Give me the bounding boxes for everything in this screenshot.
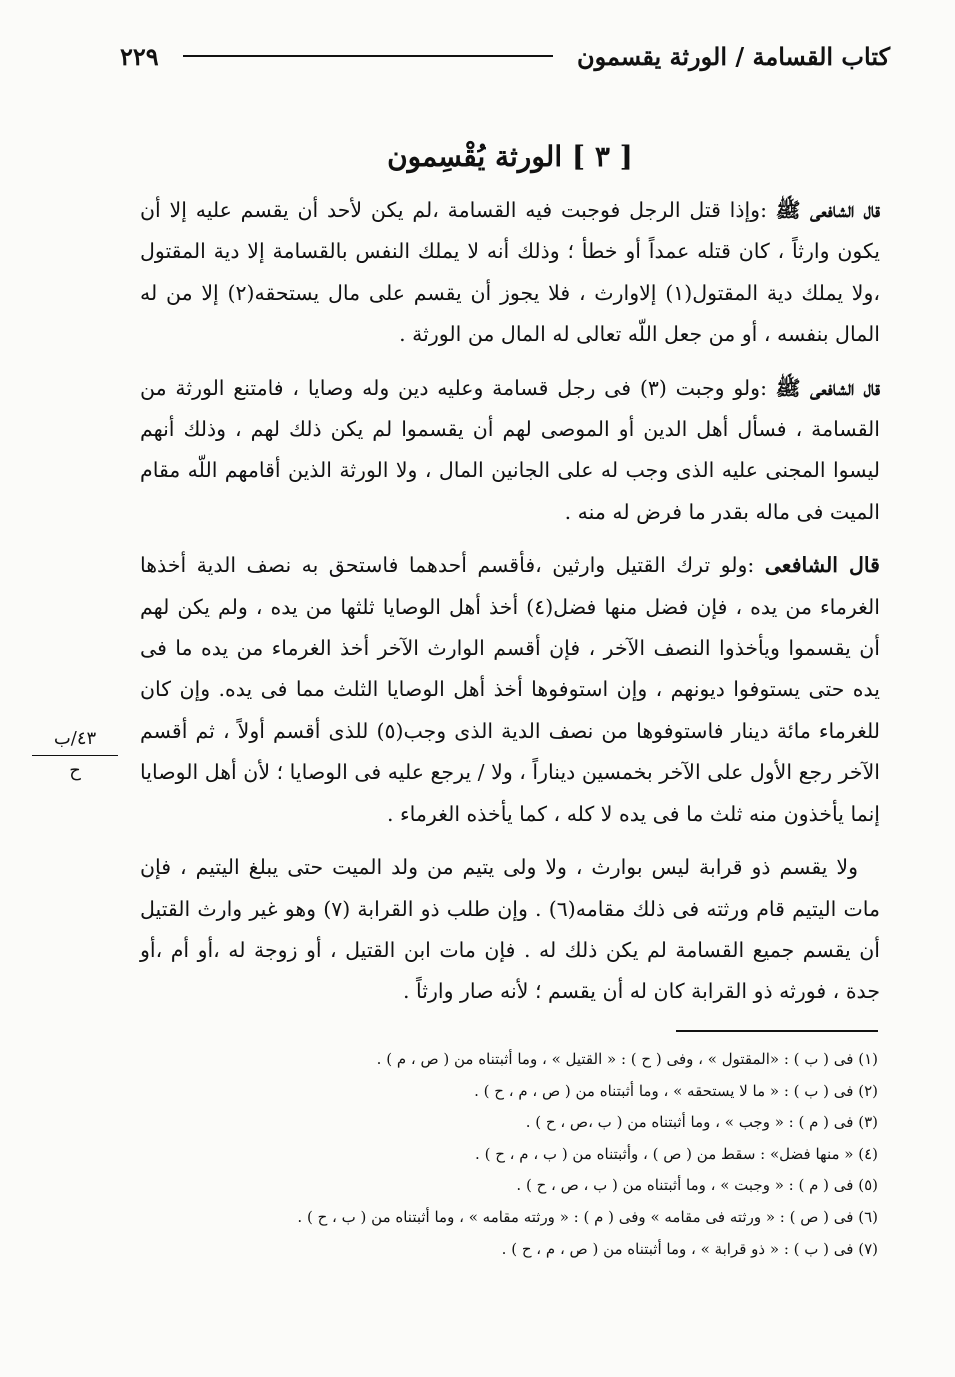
speaker-label: قال الشافعى: [764, 553, 880, 578]
footnote: (٥) فى ( م ) : « وجبت » ، وما أثبتناه من ( ب ، ص ، ح ) .: [516, 1176, 878, 1195]
footnote: (١) فى ( ب ) : «المقتول » ، وفى ( ح ) : « القتيل » ، وما أثبتناه من ( ص ، م ) .: [376, 1050, 878, 1068]
footnote: (٣) فى ( م ) : « وجب » ، وما أثبتناه من ( ب ،ص ، ح ) .: [525, 1113, 878, 1132]
running-header: [120, 36, 890, 76]
header-rule: [183, 55, 553, 57]
paragraph: [140, 847, 880, 1013]
speaker-label: قال الشافعى ﷺ: [775, 375, 881, 400]
footnote: (٦) فى ( ص ) : « ورثته فى مقامه » وفى ( م ) : « ورثته مقامه » ، وما أثبتناه من ( ب ، ح ) .: [297, 1207, 878, 1226]
page-number: ٢٢٩: [120, 41, 159, 71]
paragraph-text: ولا يقسم ذو قرابة ليس بوارث ، ولا ولى يتيم من ولد الميت حتى يبلغ اليتيم ، فإن مات اليتيم قام ورثته فى ذلك مقامه(٦) . وإن طلب ذو القرابة (٧) وهو غير وارث القتيل أن يقسم جميع القسامة لم يكن ذلك له . فإن مات ابن القتيل ، أو زوجة له ،أو أم ،أو جدة ، فورثه ذو القرابة كان له أن يقسم ؛ لأنه صار وارثاً .: [140, 855, 880, 1004]
footnote-divider: [676, 1030, 878, 1032]
paragraph: [140, 545, 880, 835]
margin-folio-top: ٤٣/ب: [32, 728, 118, 756]
footnotes: [140, 1044, 878, 1265]
margin-folio-bottom: ح: [69, 760, 81, 781]
section-heading: [ ٣ ] الورثة يُقْسِمون: [387, 140, 633, 173]
footnote: (٧) فى ( ب ) : « ذو قرابة » ، وما أثبتناه من ( ص ، م ، ح ) .: [501, 1239, 878, 1258]
footnote: (٢) فى ( ب ) : « ما لا يستحقه » ، وما أثبتناه من ( ص ، م ، ح ) .: [474, 1081, 878, 1100]
paragraph-text: :ولو وجبت (٣) فى رجل قسامة وعليه دين وله وصايا ، فامتنع الورثة من القسامة ، فسأل أهل الدين أو الموصى لهم أن يقسموا لم يكن ذلك لهم ، وذلك أنهم ليسوا المجنى عليه الذى وجب له على الجانين المال ، ولا الورثة الذين أقامهم اللّه مقام الميت فى ماله بقدر ما فرض له منه .: [140, 375, 880, 524]
header-title: كتاب القسامة / الورثة يقسمون: [577, 41, 890, 71]
paragraph: [140, 190, 880, 356]
speaker-label: قال الشافعى ﷺ: [775, 198, 880, 222]
footnote: (٤) « منها فضل» : سقط من ( ص ) ، وأثبتناه من ( ب ، م ، ح ) .: [475, 1144, 878, 1163]
main-text: [140, 190, 880, 1025]
paragraph-text: :ولو ترك القتيل وارثين ،فأقسم أحدهما فاستحق به نصف الدية أخذها الغرماء من يده ، فإن فضل منها فضل(٤) أخذ أهل الوصايا ثلثها من يده ، ولم يكن لهم أن يقسموا ويأخذوا النصف الآخر ، فإن أقسم الوارث الآخر أخذ الغرماء من يده ما فى يده حتى يستوفوا ديونهم ، وإن استوفوها أخذ أهل الوصايا الثلث مما فى يده. وإن كان للغرماء مائة دينار فاستوفوها من نصف الدية الذى وجب(٥) للذى أقسم أولاً ، ثم أقسم الآخر رجع الأول على الآخر بخمسين ديناراً ، ولا / يرجع عليه فى الوصايا ؛ لأن أهل الوصايا إنما يأخذون منه ثلث ما فى يده لا كله ، كما يأخذه الغرماء .: [140, 553, 880, 826]
paragraph-text: :وإذا قتل الرجل فوجبت فيه القسامة ،لم يكن لأحد أن يقسم عليه إلا أن يكون وارثاً ، كان قتله عمداً أو خطأ ؛ وذلك أنه لا يملك النفس بالقسامة إلا دية المقتول ،ولا يملك دية المقتول(١) إلاوارث ، فلا يجوز أن يقسم على مال يستحقه(٢) إلا من له المال بنفسه ، أو من جعل اللّه تعالى له المال من الورثة .: [140, 198, 880, 347]
margin-folio-note: [32, 728, 118, 781]
paragraph: [140, 368, 880, 534]
